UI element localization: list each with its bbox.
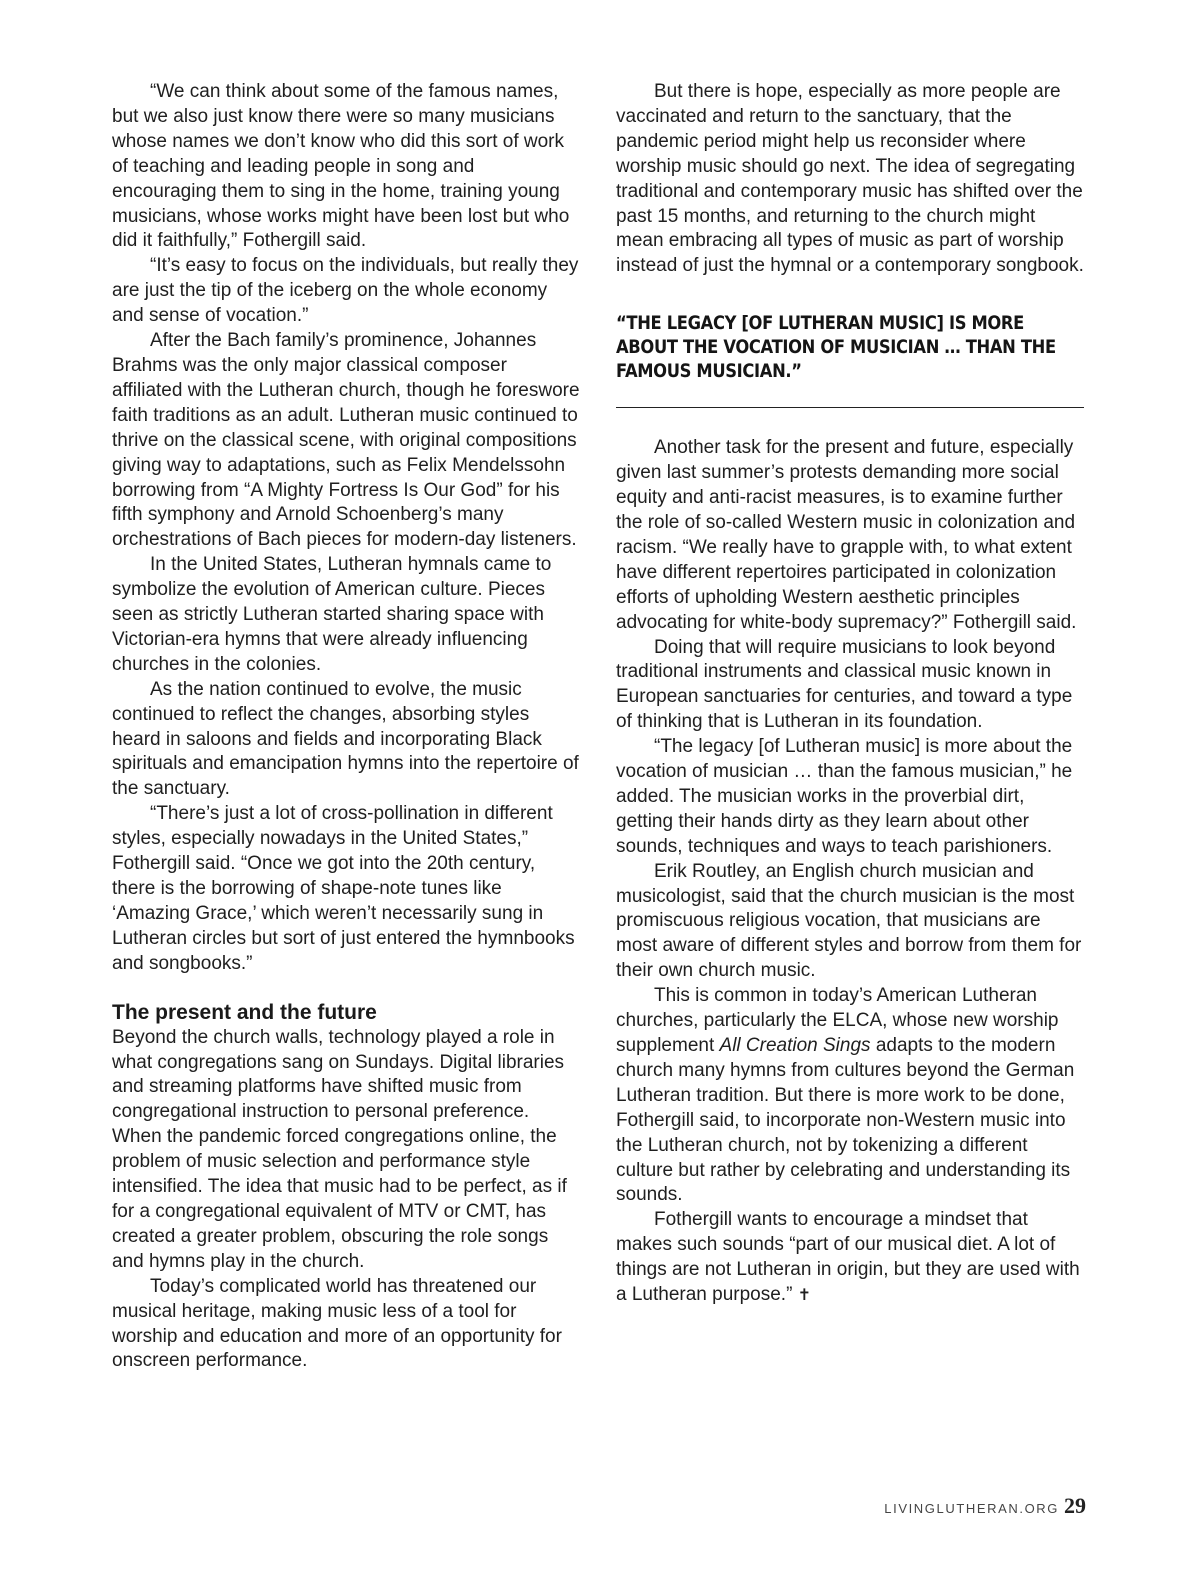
pull-quote: “THE LEGACY [OF LUTHERAN MUSIC] IS MORE ABOUT THE VOCATION OF MUSICIAN … THAN THE FAMOUS MUSICIAN.” [616,312,1056,383]
page-number: 29 [1064,1493,1086,1518]
paragraph-cross-pollination: “There’s just a lot of cross-pollination in different styles, especially nowadays in the United States,” Fothergill said. “Once we got into the 20th century, there is the borrowing of shape-note tunes like ‘Amazing Grace,’ which weren’t necessarily sung in Lutheran circles but sort of just entered the hymnbooks and songbooks.” [112,803,575,974]
page-footer [884,1493,1086,1519]
elca-text-after: adapts to the modern church many hymns from cultures beyond the German Lutheran tradition. But there is more work to be done, Fothergill said, to incorporate non-Western music into the Lutheran church, not by tokenizing a different culture but rather by celebrating and understanding its sounds. [616,1035,1075,1206]
paragraph-hope: But there is hope, especially as more people are vaccinated and return to the sanctuary, that the pandemic period might help us reconsider where worship music should go next. The idea of segregating traditional and contemporary music has shifted over the past 15 months, and returning to the church might mean embracing all types of music as part of worship instead of just the hymnal or a contemporary songbook. [616,81,1084,277]
book-title-all-creation-sings: All Creation Sings [719,1035,871,1056]
paragraph-another-task: Another task for the present and future, especially given last summer’s protests demanding more social equity and anti-racist measures, is to examine further the role of so-called Western music in colonization and racism. “We really have to grapple with, to what extent have different repertoires participated in colonization efforts of upholding Western aesthetic principles advocating for white-body supremacy?” Fothergill said. [616,437,1077,633]
paragraph-require-musicians: Doing that will require musicians to look beyond traditional instruments and classical music known in European sanctuaries for centuries, and toward a type of thinking that is Lutheran in its foundation. [616,636,1073,733]
pull-quote-rule [616,407,1084,408]
left-column [112,80,582,1374]
paragraph-erik-routley: Erik Routley, an English church musician and musicologist, said that the church musician is the most promiscuous religious vocation, that musicians are most aware of different styles and borrow from them for their own church music. [616,860,1082,982]
paragraph-brahms: After the Bach family’s prominence, Johannes Brahms was the only major classical composer affiliated with the Lutheran church, though he foreswore faith traditions as an adult. Lutheran music continued to thrive on the classical scene, with original compositions giving way to adaptations, such as Felix Mendelssohn borrowing from “A Mighty Fortress Is Our God” for his fifth symphony and Arnold Schoenberg’s many orchestrations of Bach pieces for modern-day listeners. [112,330,580,551]
paragraph-musical-diet [616,1208,1084,1308]
paragraph-elca [616,984,1084,1208]
right-column [616,80,1084,1308]
paragraph-church-walls: Beyond the church walls, technology played a role in what congregations sang on Sundays. Digital libraries and streaming platforms have shifted music from congregational instruction to personal preference. When the pandemic forced congregations online, the problem of music selection and performance style intensified. The idea that music had to be perfect, as if for a congregational equivalent of MTV or CMT, has created a greater problem, obscuring the role songs and hymns play in the church. [112,1026,567,1272]
elca-text-before: This is common in today’s American Lutheran churches, particularly the ELCA, whose new worship supplement [616,985,1059,1056]
paragraph-famous-names: “We can think about some of the famous names, but we also just know there were so many musicians whose names we don’t know who did this sort of work of teaching and leading people in song and encouraging them to sing in the home, training young musicians, whose works might have been lost but who did it faithfully,” Fothergill said. [112,81,570,252]
footer-website: LIVINGLUTHERAN.ORG [884,1501,1059,1516]
musical-diet-text: Fothergill wants to encourage a mindset that makes such sounds “part of our musical diet. A lot of things are not Lutheran in origin, but they are used with a Lutheran purpose.” [616,1209,1080,1306]
paragraph-nation-evolve: As the nation continued to evolve, the music continued to reflect the changes, absorbing styles heard in saloons and fields and incorporating Black spirituals and emancipation hymns into the repertoire of the sanctuary. [112,678,579,800]
section-subhead: The present and the future [112,1000,377,1024]
cross-end-mark-icon: ✝ [797,1285,812,1305]
paragraph-united-states: In the United States, Lutheran hymnals came to symbolize the evolution of American culture. Pieces seen as strictly Lutheran started sharing space with Victorian-era hymns that were already influencing churches in the colonies. [112,554,552,675]
paragraph-legacy: “The legacy [of Lutheran music] is more about the vocation of musician … than the famous musician,” he added. The musician works in the proverbial dirt, getting their hands dirty as they learn about other sounds, techniques and ways to teach parishioners. [616,736,1073,857]
paragraph-iceberg: “It’s easy to focus on the individuals, but really they are just the tip of the iceberg on the whole economy and sense of vocation.” [112,255,579,327]
paragraph-complicated-world: Today’s complicated world has threatened our musical heritage, making music less of a tool for worship and education and more of an opportunity for onscreen performance. [112,1275,562,1372]
